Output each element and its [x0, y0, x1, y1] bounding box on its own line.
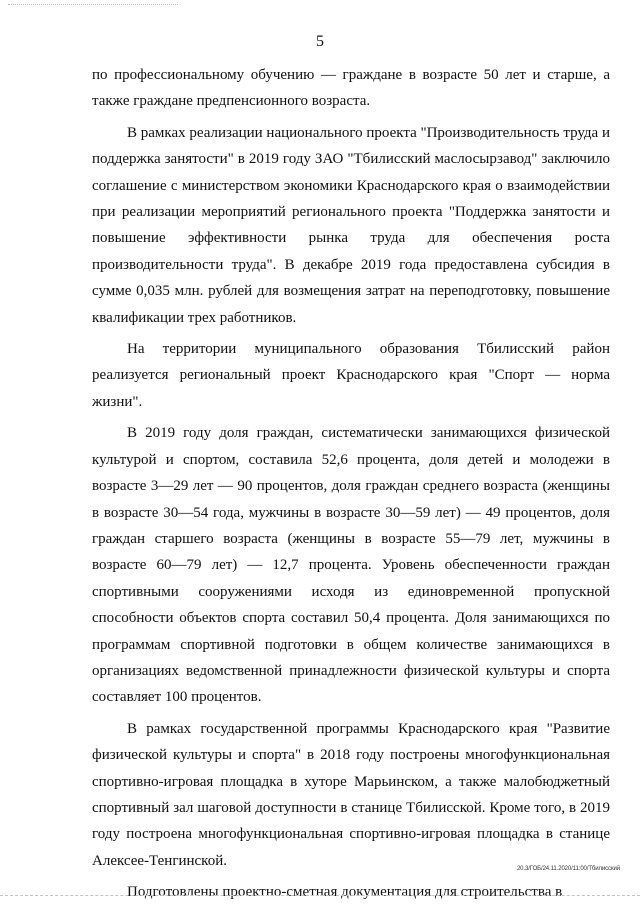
paragraph-sport-statistics: В 2019 году доля граждан, систематически занимающихся физической культурой и спортом, составила 52,6 процента, доля детей и молодежи в возрасте 3—29 лет — 90 процентов, доля граждан среднего возраста (женщины в возрасте 30—54 года, мужчины в возрасте 30—59 лет) — 49 процентов, доля граждан старшего возраста (женщины в возрасте 55—79 лет, мужчины в возрасте 60—79 лет) — 12,7 процента. Уровень обеспеченности граждан спортивными сооружениями исходя из единовременной пропускной способности объектов спорта составил 50,4 процента. Доля занимающихся по программам спортивной подготовки в общем количестве занимающихся в организациях ведомственной принадлежности физической культуры и спорта составляет 100 процентов. — [92, 425, 610, 706]
paragraph-regional-sport-project: На территории муниципального образования Тбилисский район реализуется региональный проект Краснодарского края "Спорт — норма жизни". — [92, 341, 610, 410]
paragraph-sport-facilities: В рамках государственной программы Краснодарского края "Развитие физической культуры и спорта" в 2018 году построены многофункциональная спортивно-игровая площадка в хуторе Марьинском, а также малобюджетный спортивный зал шаговой доступности в станице Тбилисской. Кроме того, в 2019 году построена многофункциональная спортивно-игровая площадка в станице Алексее-Тенгинской. — [92, 720, 610, 869]
paragraph-project-documentation: Подготовлены проектно-сметная документация для строительства в — [127, 884, 563, 901]
page-number: 5 — [316, 33, 324, 50]
paragraph-continuation: по профессиональному обучению — граждане в возрасте 50 лет и старше, а также граждане предпенсионного возраста. — [92, 67, 610, 110]
scan-artifact-bottom — [0, 895, 640, 897]
body-text — [92, 62, 610, 911]
document-footer-code: 20.3/ГОБ/24.11.2020/11:00/Тбилисский — [516, 866, 620, 872]
scan-artifact-top — [8, 4, 178, 9]
paragraph-national-project: В рамках реализации национального проекта "Производительность труда и поддержка занятости" в 2019 году ЗАО "Тбилисский маслосырзавод" заключило соглашение с министерством экономики Краснодарского края о взаимодействии при реализации мероприятий регионального проекта "Поддержка занятости и повышение эффективности рынка труда для обеспечения роста производительности труда". В декабре 2019 года предоставлена субсидия в сумме 0,035 млн. рублей для возмещения затрат на переподготовку, повышение квалификации трех работников. — [92, 124, 610, 326]
